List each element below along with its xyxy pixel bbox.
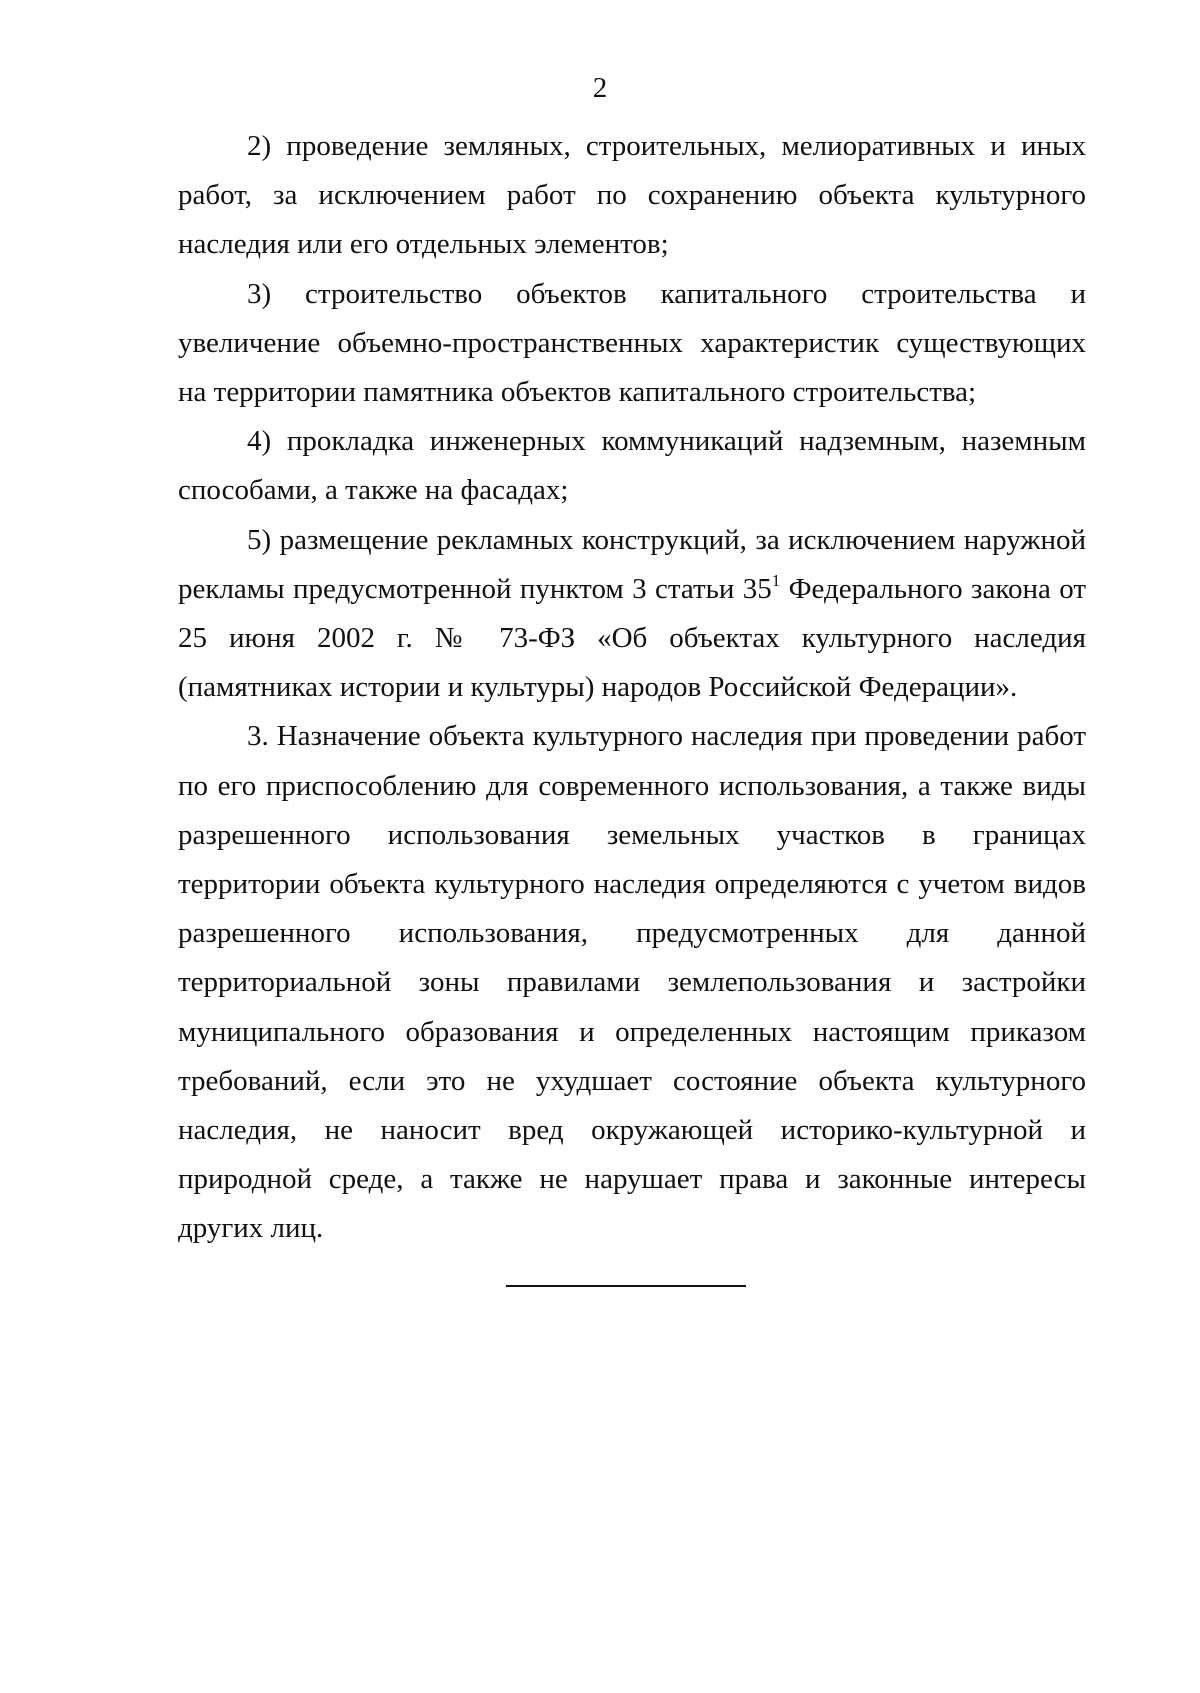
paragraph-item-3: 3) строительство объектов капитального строительства и увеличение объемно-пространственных характеристик существующих на территории памятника объектов капитального строительства; bbox=[178, 277, 1086, 409]
paragraph-item-5-text-end: Федерального закона от 25 июня 2002 г. № 73-ФЗ «Об объектах культурного наследия (памятниках истории и культуры) народов Российской Федерации». bbox=[178, 572, 1087, 704]
paragraph-section-3: 3. Назначение объекта культурного наследия при проведении работ по его приспособлению для современного использования, а также виды разрешенного использования земельных участков в границах территории объекта культурного наследия определяются с учетом видов разрешенного использования, предусмотренных для данной территориальной зоны правилами землепользования и застройки муниципального образования и определенных настоящим приказом требований, если это не ухудшает состояние объекта культурного наследия, не наносит вред окружающей историко-культурной и природной среде, а также не нарушает права и законные интересы других лиц. bbox=[178, 720, 1086, 1245]
article-superscript: 1 bbox=[771, 570, 781, 590]
paragraph-item-5-text-start: 5) размещение рекламных конструкций, за исключением наружной рекламы предусмотренной пунктом 3 статьи 35 bbox=[178, 523, 1086, 605]
end-of-document-line bbox=[506, 1285, 746, 1287]
document-body bbox=[178, 122, 1086, 1254]
paragraph-item-4: 4) прокладка инженерных коммуникаций надземным, наземным способами, а также на фасадах; bbox=[178, 425, 1086, 507]
paragraph-item-5 bbox=[178, 516, 1086, 713]
paragraph-item-2: 2) проведение земляных, строительных, мелиоративных и иных работ, за исключением работ по сохранению объекта культурного наследия или его отдельных элементов; bbox=[178, 130, 1086, 261]
page-number: 2 bbox=[592, 72, 608, 104]
